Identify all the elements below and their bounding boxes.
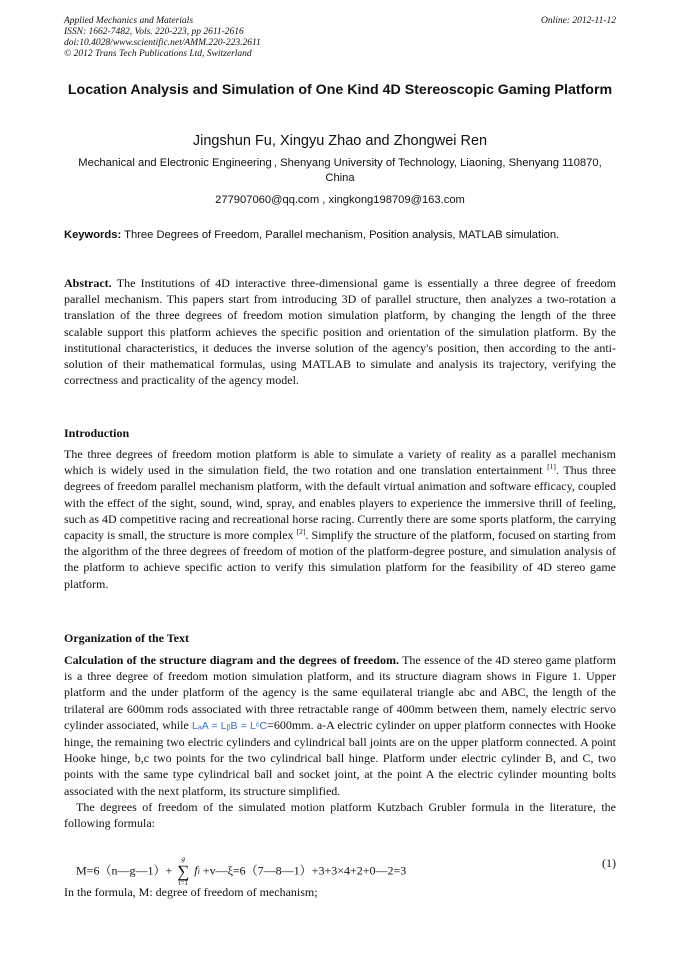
summation-symbol bbox=[175, 856, 191, 887]
introduction-paragraph bbox=[64, 446, 616, 592]
equation-number: (1) bbox=[602, 856, 616, 870]
abstract-text: The Institutions of 4D interactive three-dimensional game is essentially a three degree of freedom parallel mechanism. This papers start from introducing 3D of parallel structure, then analyzes a two-rotation a translation of the three degrees of freedom motion simulation platform, by changing the length of the three scalable support this platform achieves the specific position and orientation of the simulation platform. By the institutional characteristics, it deduces the inverse solution of the agency's position, then according to the anti-solution of their mathematical formulas, using MATLAB to simulate and analysis its trajectory, verifying the correctness and practicality of the agency model. bbox=[64, 276, 616, 388]
author-2: Xingyu Zhao bbox=[279, 133, 362, 149]
formula-intro-paragraph bbox=[64, 799, 616, 831]
intro-text-1: The three degrees of freedom motion platform is able to simulate a variety of reality as a parallel mechanism which is widely used in the simulation field, the two rotation and one translation entertainment bbox=[64, 447, 616, 478]
summand-index: i bbox=[197, 867, 200, 877]
author-3: Zhongwei Ren bbox=[393, 133, 488, 149]
issn-line: ISSN: 1662-7482, Vols. 220-223, pp 2611-2616 bbox=[64, 27, 244, 37]
journal-name: Applied Mechanics and Materials bbox=[64, 16, 194, 26]
formula-intro-text: The degrees of freedom of the simulated motion platform Kutzbach Grubler formula in the literature, the following formula: bbox=[64, 799, 616, 831]
introduction-heading: Introduction bbox=[64, 426, 130, 440]
summation-lower: i=1 bbox=[178, 879, 188, 887]
copyright-line: © 2012 Trans Tech Publications Ltd, Switzerland bbox=[64, 49, 252, 59]
keywords-label: Keywords: bbox=[64, 229, 122, 241]
citation-2[interactable]: [2] bbox=[296, 527, 306, 537]
online-date: Online: 2012-11-12 bbox=[540, 16, 616, 26]
sigma-icon: ∑ bbox=[177, 862, 190, 881]
equation-right: +v—ξ=6（7—8—1）+3+3×4+2+0—2=3 bbox=[202, 863, 407, 878]
author-list bbox=[64, 132, 616, 150]
keywords bbox=[64, 228, 616, 243]
paper-title: Location Analysis and Simulation of One Kind 4D Stereoscopic Gaming Platform bbox=[67, 82, 613, 98]
calculation-text-1: The essence of the 4D stereo game platform is a three degree of freedom motion simulation platform, and its structure diagram shows in Figure 1. Upper platform and the under platform of the agency is the same equilateral triangle abc and ABC, the length of the trilateral are 600mm rods associated with three retractable range of 400mm between them, namely electric servo cylinder associated, while bbox=[64, 653, 616, 732]
doi-line: doi:10.4028/www.scientific.net/AMM.220-223.2611 bbox=[64, 38, 261, 48]
citation-1[interactable]: [1] bbox=[547, 462, 556, 472]
rod-length-equation: LₐA = LᵦB = LᶜC bbox=[192, 719, 268, 732]
organization-heading: Organization of the Text bbox=[64, 631, 189, 645]
equation-body bbox=[76, 856, 406, 887]
equation-1 bbox=[76, 848, 616, 887]
intro-text-3: . Simplify the structure of the platform, focused on starting from the algorithm of the three degrees of freedom of motion of the platform-degree posture, and simulation analysis of the platform to achieve specific action to verify this simulation platform for the feasibility of 4D stereo game platform. bbox=[64, 528, 617, 591]
summation-upper: g bbox=[181, 855, 185, 863]
affiliation: Mechanical and Electronic Engineering , Shenyang University of Technology, Liaoning, Shenyang 110870, China bbox=[78, 157, 602, 184]
calculation-section bbox=[64, 652, 616, 831]
abstract-label: Abstract. bbox=[64, 276, 112, 290]
author-and: and bbox=[365, 133, 390, 149]
equation-left: M=6（n—g—1）+ bbox=[76, 863, 173, 878]
keywords-text: Three Degrees of Freedom, Parallel mechanism, Position analysis, MATLAB simulation. bbox=[124, 229, 560, 241]
calculation-text-2: =600mm. a-A electric cylinder on upper platform connectes with Hooke hinge, the remaining two electric cylinders and cylindrical ball joints are on the upper platform connected. A point Hooke hinge, b,c two points for the two cylindrical ball hinge. Platform under electric cylinder B, and C, two points with the same type cylindrical ball and socket joint, at the point A the electric cylinder mounting bolts associated with the next platform, its structure simplified. bbox=[64, 717, 616, 798]
summand bbox=[194, 863, 200, 877]
abstract bbox=[64, 275, 616, 388]
author-emails: 277907060@qq.com , xingkong198709@163.com bbox=[215, 194, 465, 206]
calculation-paragraph bbox=[64, 652, 616, 799]
author-1: Jingshun Fu, bbox=[192, 133, 276, 149]
intro-text-2: . Thus three degrees of freedom parallel mechanism platform, with the default virtual animation and software efficacy, coupled with the effect of the sight, sound, wind, spray, and enables players to experience the immersive thrill of feeling, such as 4D competitive racing and recreational horse racing. Currently there are some sports platform, the carrying capacity is small, the structure is more complex bbox=[64, 463, 617, 543]
journal-header bbox=[64, 16, 616, 60]
formula-explanation: In the formula, M: degree of freedom of mechanism; bbox=[64, 885, 318, 899]
summand-f: f bbox=[194, 863, 198, 878]
calculation-label: Calculation of the structure diagram and the degrees of freedom. bbox=[64, 653, 399, 667]
